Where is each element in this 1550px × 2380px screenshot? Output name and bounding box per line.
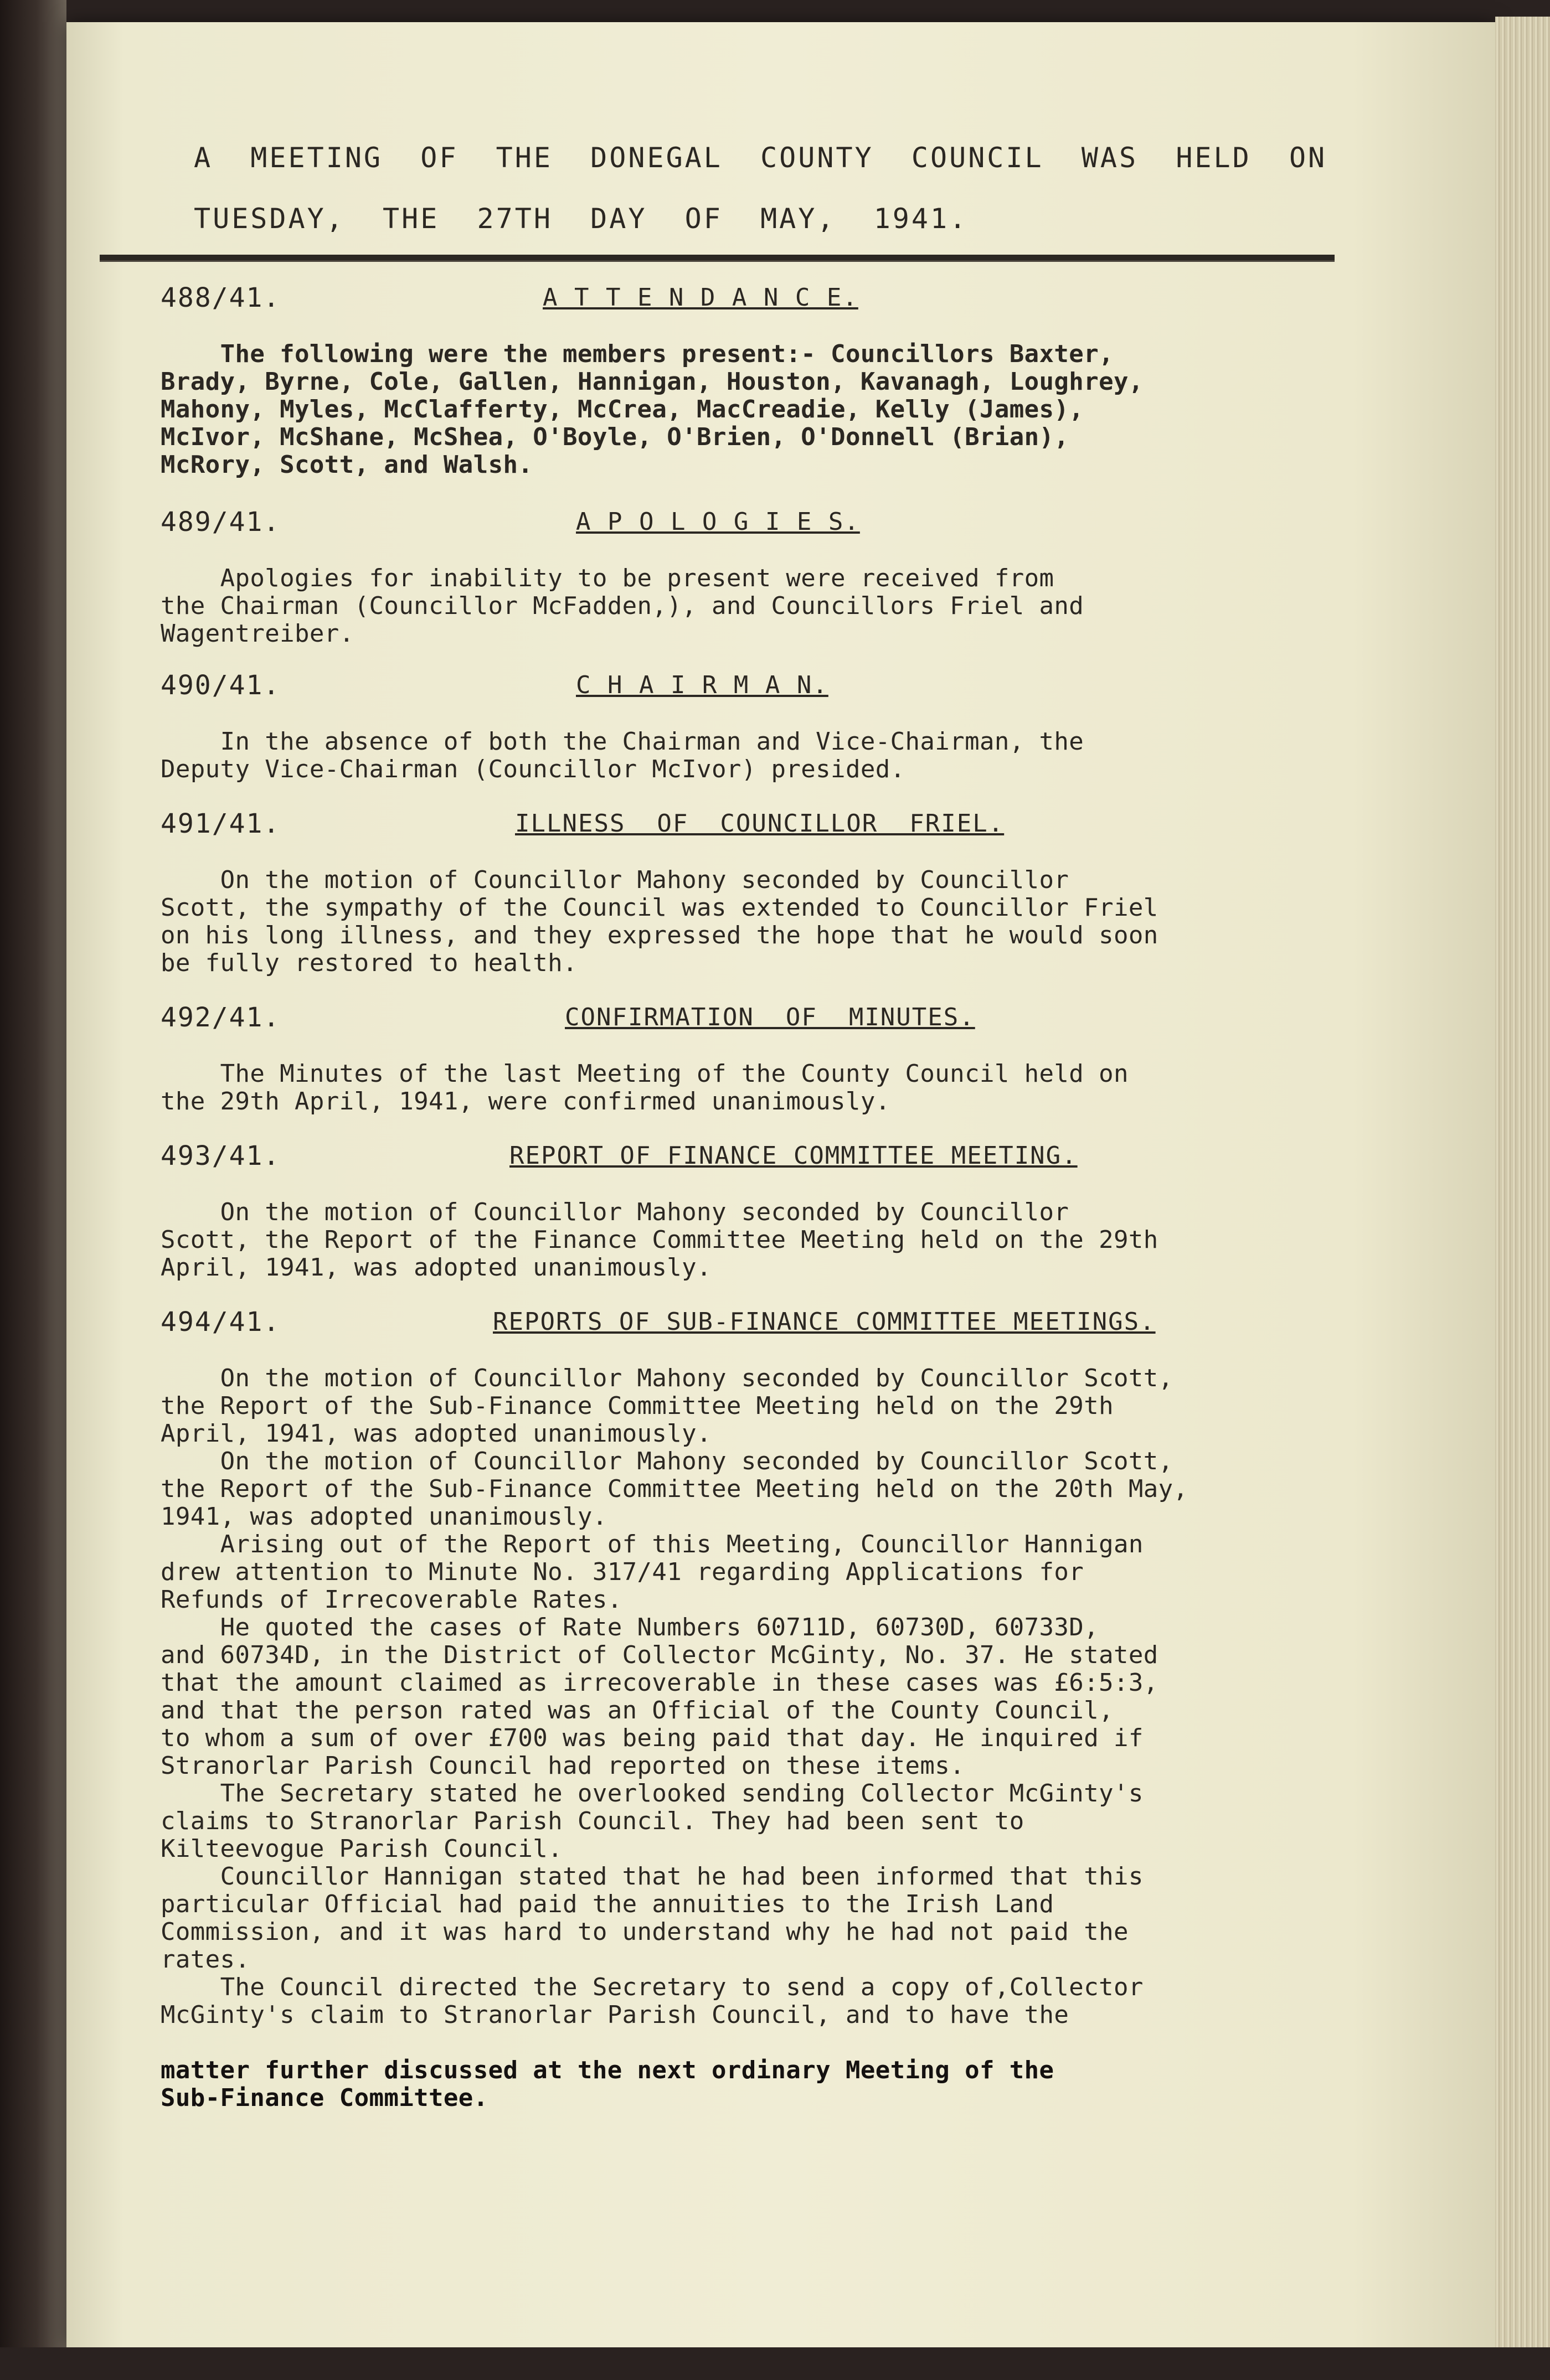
minute-text-attendance: The following were the members present:- Councillors Baxter, Brady, Byrne, Cole, Gallen, Hannigan, Houston, Kavanagh, Loughrey, Mahony, Myles, McClafferty, McCrea, MacCreadie, Kelly (James), McIvor, McShane, McShea, O'Boyle, O'Brien, O'Donnell (Brian), McRory, Scott, and Walsh. xyxy=(161,340,1144,479)
minute-title-sub-finance-reports: REPORTS OF SUB-FINANCE COMMITTEE MEETINGS. xyxy=(493,1308,1156,1336)
minute-number-491: 491/41. xyxy=(161,808,281,839)
minute-text-chairman: In the absence of both the Chairman and Vice-Chairman, the Deputy Vice-Chairman (Councillor McIvor) presided. xyxy=(161,727,1084,783)
book-gutter xyxy=(0,0,66,2380)
minute-title-confirmation: CONFIRMATION OF MINUTES. xyxy=(565,1003,975,1031)
minute-text-confirmation: The Minutes of the last Meeting of the County Council held on the 29th April, 1941, were confirmed unanimously. xyxy=(161,1060,1129,1116)
page-stack-edge xyxy=(1495,17,1550,2364)
minute-text-illness: On the motion of Councillor Mahony seconded by Councillor Scott, the sympathy of the Council was extended to Councillor Friel on his long illness, and they expressed the hope that he would soon be fully restored to health. xyxy=(161,866,1158,977)
minute-title-finance-report: REPORT OF FINANCE COMMITTEE MEETING. xyxy=(509,1142,1078,1170)
minute-title-chairman: C H A I R M A N. xyxy=(576,671,828,699)
minute-number-493: 493/41. xyxy=(161,1140,281,1171)
minute-number-490: 490/41. xyxy=(161,670,281,701)
heading-rule xyxy=(100,255,1335,262)
minute-text-apologies: Apologies for inability to be present were received from the Chairman (Councillor McFadden,), and Councillors Friel and Wagentreiber. xyxy=(161,564,1084,648)
meeting-heading-line-1: A MEETING OF THE DONEGAL COUNTY COUNCIL WAS HELD ON xyxy=(194,142,1327,174)
minute-number-489: 489/41. xyxy=(161,507,281,538)
minute-title-illness: ILLNESS OF COUNCILLOR FRIEL. xyxy=(515,809,1005,838)
background-bottom xyxy=(0,2347,1550,2380)
minute-text-sub-finance-reports: On the motion of Councillor Mahony seconded by Councillor Scott, the Report of the Sub-Finance Committee Meeting held on the 29th April, 1941, was adopted unanimously. On the motion of Councillor Mahony seconded by Councillor Scott, the Report of the Sub-Finance Committee Meeting held on the 20th May, 1941, was adopted unanimously. Arising out of the Report of this Meeting, Councillor Hannigan drew attention to Minute No. 317/41 regarding Applications for Refunds of Irrecoverable Rates. He quoted the cases of Rate Numbers 60711D, 60730D, 60733D, and 60734D, in the District of Collector McGinty, No. 37. He stated that the amount claimed as irrecoverable in these cases was £6:5:3, and that the person rated was an Official of the County Council, to whom a sum of over £700 was being paid that day. He inquired if Stranorlar Parish Council had reported on these items. The Secretary stated he overlooked sending Collector McGinty's claims to Stranorlar Parish Council. They had been sent to Kilteevogue Parish Council. Councillor Hannigan stated that he had been informed that this particular Official had paid the annuities to the Irish Land Commission, and it was hard to understand why he had not paid the rates. The Council directed the Secretary to send a copy of,Collector McGinty's claim to Stranorlar Parish Council, and to have the xyxy=(161,1364,1188,2029)
minute-number-494: 494/41. xyxy=(161,1307,281,1338)
minute-title-attendance: A T T E N D A N C E. xyxy=(543,283,858,312)
meeting-heading-line-2: TUESDAY, THE 27TH DAY OF MAY, 1941. xyxy=(194,203,969,235)
minute-number-492: 492/41. xyxy=(161,1002,281,1033)
minute-title-apologies: A P O L O G I E S. xyxy=(576,508,860,536)
minute-text-sub-finance-closing: matter further discussed at the next ordinary Meeting of the Sub-Finance Committee. xyxy=(161,2056,1054,2112)
minute-number-488: 488/41. xyxy=(161,282,281,313)
minute-text-finance-report: On the motion of Councillor Mahony seconded by Councillor Scott, the Report of the Finance Committee Meeting held on the 29th April, 1941, was adopted unanimously. xyxy=(161,1198,1158,1282)
